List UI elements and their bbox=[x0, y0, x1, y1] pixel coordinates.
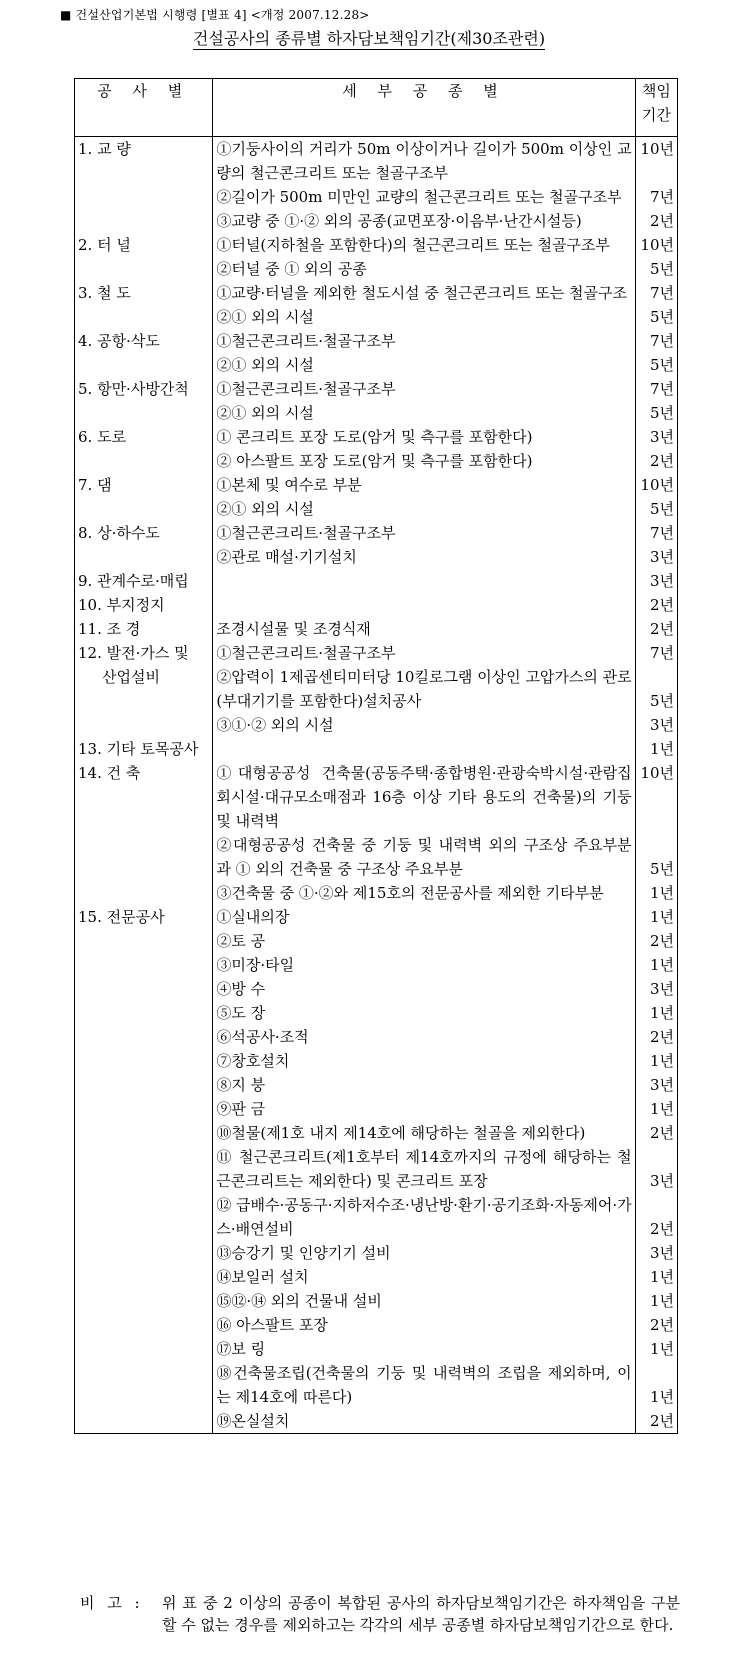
detail-cell: ①실내의장 bbox=[213, 905, 635, 929]
category-cell bbox=[75, 353, 213, 377]
table-row bbox=[75, 617, 678, 641]
table-row bbox=[75, 737, 678, 761]
table-row bbox=[75, 377, 678, 401]
category-cell bbox=[75, 209, 213, 233]
category-cell bbox=[75, 473, 213, 497]
table-row bbox=[75, 929, 678, 953]
period-value: 2년 bbox=[649, 1412, 674, 1430]
period-value: 10년 bbox=[640, 140, 674, 158]
category-label: 14. 건 축 bbox=[78, 764, 141, 782]
period-cell bbox=[635, 521, 677, 545]
period-value: 1년 bbox=[649, 1268, 674, 1286]
detail-cell: ⑮⑫·⑭ 외의 건물내 설비 bbox=[213, 1289, 635, 1313]
period-cell bbox=[635, 209, 677, 233]
period-cell bbox=[635, 905, 677, 929]
period-cell bbox=[635, 257, 677, 281]
period-cell bbox=[635, 593, 677, 617]
table-row bbox=[75, 641, 678, 665]
table-row bbox=[75, 1337, 678, 1361]
period-cell bbox=[635, 1193, 677, 1241]
period-cell bbox=[635, 761, 677, 833]
period-value: 7년 bbox=[649, 524, 674, 542]
category-label: 8. 상·하수도 bbox=[78, 524, 160, 542]
category-cell bbox=[75, 1025, 213, 1049]
detail-cell: ①터널(지하철을 포함한다)의 철근콘크리트 또는 철골구조부 bbox=[213, 233, 635, 257]
detail-cell: ②① 외의 시설 bbox=[213, 353, 635, 377]
header-detail: 세 부 공 종 별 bbox=[213, 79, 635, 137]
period-cell bbox=[635, 1313, 677, 1337]
category-label: 11. 조 경 bbox=[78, 620, 141, 638]
period-cell bbox=[635, 1361, 677, 1409]
category-cell bbox=[75, 593, 213, 617]
category-cell bbox=[75, 1001, 213, 1025]
period-cell bbox=[635, 929, 677, 953]
detail-cell: ① 콘크리트 포장 도로(암거 및 측구를 포함한다) bbox=[213, 425, 635, 449]
period-cell bbox=[635, 1337, 677, 1361]
period-value: 7년 bbox=[649, 332, 674, 350]
table-row bbox=[75, 905, 678, 929]
table-row bbox=[75, 545, 678, 569]
period-value: 5년 bbox=[649, 260, 674, 278]
detail-cell: ①철근콘크리트·철골구조부 bbox=[213, 329, 635, 353]
category-cell bbox=[75, 1121, 213, 1145]
header-category: 공 사 별 bbox=[75, 79, 213, 137]
detail-cell: ③①·② 외의 시설 bbox=[213, 713, 635, 737]
period-value: 2년 bbox=[649, 932, 674, 950]
detail-cell: ②터널 중 ① 외의 공종 bbox=[213, 257, 635, 281]
detail-cell: ⑬승강기 및 인양기기 설비 bbox=[213, 1241, 635, 1265]
remark-label: 비 고 : bbox=[80, 1594, 144, 1612]
category-cell bbox=[75, 233, 213, 257]
category-label: 2. 터 널 bbox=[78, 236, 131, 254]
detail-cell: ⑩철물(제1호 내지 제14호에 해당하는 철골을 제외한다) bbox=[213, 1121, 635, 1145]
detail-cell: ⑪ 철근콘크리트(제1호부터 제14호까지의 규정에 해당하는 철근콘크리트는 제외한다) 및 콘크리트 포장 bbox=[213, 1145, 635, 1193]
detail-cell: ⑨판 금 bbox=[213, 1097, 635, 1121]
table-row bbox=[75, 353, 678, 377]
table-row bbox=[75, 1049, 678, 1073]
category-cell bbox=[75, 1145, 213, 1193]
period-value: 5년 bbox=[649, 860, 674, 878]
category-cell bbox=[75, 1097, 213, 1121]
category-cell bbox=[75, 137, 213, 186]
category-label: 15. 전문공사 bbox=[78, 908, 165, 926]
period-value: 7년 bbox=[649, 188, 674, 206]
period-value: 7년 bbox=[649, 380, 674, 398]
category-cell bbox=[75, 1265, 213, 1289]
period-value: 10년 bbox=[640, 764, 674, 782]
category-cell bbox=[75, 761, 213, 833]
period-cell bbox=[635, 1025, 677, 1049]
table-row bbox=[75, 1409, 678, 1434]
period-cell bbox=[635, 1289, 677, 1313]
period-cell bbox=[635, 1265, 677, 1289]
period-value: 1년 bbox=[649, 1388, 674, 1406]
table-row bbox=[75, 305, 678, 329]
category-cell bbox=[75, 1289, 213, 1313]
period-cell bbox=[635, 1001, 677, 1025]
table-row bbox=[75, 1241, 678, 1265]
period-value: 3년 bbox=[649, 980, 674, 998]
period-value: 3년 bbox=[649, 1244, 674, 1262]
category-cell bbox=[75, 521, 213, 545]
period-cell bbox=[635, 1145, 677, 1193]
detail-cell: 조경시설물 및 조경식재 bbox=[213, 617, 635, 641]
period-cell bbox=[635, 713, 677, 737]
period-cell bbox=[635, 1097, 677, 1121]
period-value: 1년 bbox=[649, 1100, 674, 1118]
table-row bbox=[75, 1073, 678, 1097]
detail-cell bbox=[213, 737, 635, 761]
category-label: 산업설비 bbox=[102, 668, 160, 686]
period-value: 1년 bbox=[649, 1340, 674, 1358]
detail-cell: ② 아스팔트 포장 도로(암거 및 측구를 포함한다) bbox=[213, 449, 635, 473]
detail-cell: ②대형공공성 건축물 중 기둥 및 내력벽 외의 구조상 주요부분과 ① 외의 건축물 중 구조상 주요부분 bbox=[213, 833, 635, 881]
category-cell bbox=[75, 185, 213, 209]
detail-cell: ⑫급배수·공동구·지하저수조·냉난방·환기·공기조화·자동제어·가스·배연설비 bbox=[213, 1193, 635, 1241]
table-row bbox=[75, 329, 678, 353]
period-cell bbox=[635, 545, 677, 569]
table-row bbox=[75, 137, 678, 186]
category-label: 5. 항만·사방간척 bbox=[78, 380, 189, 398]
detail-cell: ⑦창호설치 bbox=[213, 1049, 635, 1073]
category-cell bbox=[75, 401, 213, 425]
table-row bbox=[75, 833, 678, 881]
period-value: 2년 bbox=[649, 1124, 674, 1142]
remark bbox=[80, 1592, 680, 1636]
table-row bbox=[75, 209, 678, 233]
period-value: 7년 bbox=[649, 644, 674, 662]
period-value: 5년 bbox=[649, 356, 674, 374]
detail-cell: ⑤도 장 bbox=[213, 1001, 635, 1025]
detail-cell: ④방 수 bbox=[213, 977, 635, 1001]
table-row bbox=[75, 1097, 678, 1121]
detail-cell: ②길이가 500m 미만인 교량의 철근콘크리트 또는 철골구조부 bbox=[213, 185, 635, 209]
period-value: 5년 bbox=[649, 308, 674, 326]
detail-cell: ③건축물 중 ①·②와 제15호의 전문공사를 제외한 기타부분 bbox=[213, 881, 635, 905]
period-value: 5년 bbox=[649, 404, 674, 422]
category-label: 9. 관계수로·매립 bbox=[78, 572, 189, 590]
remark-text: 위 표 중 2 이상의 공종이 복합된 공사의 하자담보책임기간은 하자책임을 구분할 수 없는 경우를 제외하고는 각각의 세부 공종별 하자담보책임기간으로 한다. bbox=[162, 1594, 680, 1634]
detail-cell: ②① 외의 시설 bbox=[213, 497, 635, 521]
category-label: 4. 공항·삭도 bbox=[78, 332, 160, 350]
period-value: 5년 bbox=[649, 500, 674, 518]
category-label: 12. 발전·가스 및 bbox=[78, 644, 189, 662]
detail-cell: ⑭보일러 설치 bbox=[213, 1265, 635, 1289]
period-cell bbox=[635, 881, 677, 905]
period-value: 5년 bbox=[649, 692, 674, 710]
detail-cell: ②관로 매설·기기설치 bbox=[213, 545, 635, 569]
table-row bbox=[75, 1361, 678, 1409]
detail-cell: ⑧지 붕 bbox=[213, 1073, 635, 1097]
category-cell bbox=[75, 881, 213, 905]
category-cell bbox=[75, 665, 213, 713]
period-cell bbox=[635, 1049, 677, 1073]
category-cell bbox=[75, 257, 213, 281]
detail-cell: ③미장·타일 bbox=[213, 953, 635, 977]
period-value: 2년 bbox=[649, 1028, 674, 1046]
period-value: 2년 bbox=[649, 212, 674, 230]
period-cell bbox=[635, 281, 677, 305]
detail-cell: ②① 외의 시설 bbox=[213, 305, 635, 329]
category-cell bbox=[75, 617, 213, 641]
category-cell bbox=[75, 977, 213, 1001]
table-row bbox=[75, 1145, 678, 1193]
detail-cell: ①본체 및 여수로 부분 bbox=[213, 473, 635, 497]
period-cell bbox=[635, 185, 677, 209]
period-cell bbox=[635, 377, 677, 401]
table-body bbox=[75, 137, 678, 1434]
category-cell bbox=[75, 329, 213, 353]
period-cell bbox=[635, 473, 677, 497]
period-cell bbox=[635, 137, 677, 186]
table-row bbox=[75, 233, 678, 257]
header-period: 책임기간 bbox=[635, 79, 677, 137]
period-cell bbox=[635, 425, 677, 449]
period-cell bbox=[635, 569, 677, 593]
period-value: 3년 bbox=[649, 428, 674, 446]
category-cell bbox=[75, 1313, 213, 1337]
table-row bbox=[75, 257, 678, 281]
page-title bbox=[0, 26, 738, 49]
table-row bbox=[75, 593, 678, 617]
category-cell bbox=[75, 545, 213, 569]
category-cell bbox=[75, 833, 213, 881]
detail-cell: ①교량·터널을 제외한 철도시설 중 철근콘크리트 또는 철골구조 bbox=[213, 281, 635, 305]
table-row bbox=[75, 401, 678, 425]
period-value: 1년 bbox=[649, 1292, 674, 1310]
period-cell bbox=[635, 233, 677, 257]
period-value: 3년 bbox=[649, 716, 674, 734]
table-row bbox=[75, 1001, 678, 1025]
detail-cell: ⑱건축물조립(건축물의 기둥 및 내력벽의 조립을 제외하며, 이는 제14호에 따른다) bbox=[213, 1361, 635, 1409]
period-cell bbox=[635, 449, 677, 473]
period-cell bbox=[635, 953, 677, 977]
table-row bbox=[75, 449, 678, 473]
period-cell bbox=[635, 641, 677, 665]
category-cell bbox=[75, 1337, 213, 1361]
table-row bbox=[75, 1025, 678, 1049]
table-row bbox=[75, 185, 678, 209]
detail-cell: ①대형공공성 건축물(공동주택·종합병원·관광숙박시설·관람집회시설·대규모소매점과 16층 이상 기타 용도의 건축물)의 기둥 및 내력벽 bbox=[213, 761, 635, 833]
period-value: 1년 bbox=[649, 908, 674, 926]
category-cell bbox=[75, 713, 213, 737]
table-row bbox=[75, 713, 678, 737]
detail-cell: ①철근콘크리트·철골구조부 bbox=[213, 377, 635, 401]
table-row bbox=[75, 1289, 678, 1313]
table-row bbox=[75, 425, 678, 449]
period-value: 3년 bbox=[649, 1076, 674, 1094]
decree-reference: ■ 건설산업기본법 시행령 [별표 4] <개정 2007.12.28> bbox=[60, 8, 370, 22]
detail-cell: ⑥석공사·조적 bbox=[213, 1025, 635, 1049]
category-cell bbox=[75, 905, 213, 929]
period-cell bbox=[635, 1073, 677, 1097]
period-value: 2년 bbox=[649, 620, 674, 638]
category-cell bbox=[75, 1073, 213, 1097]
detail-cell: ⑰보 링 bbox=[213, 1337, 635, 1361]
period-cell bbox=[635, 401, 677, 425]
table-row bbox=[75, 665, 678, 713]
period-value: 3년 bbox=[649, 548, 674, 566]
table-row bbox=[75, 1193, 678, 1241]
period-value: 2년 bbox=[649, 452, 674, 470]
detail-cell: ⑲온실설치 bbox=[213, 1409, 635, 1434]
detail-cell: ⑯ 아스팔트 포장 bbox=[213, 1313, 635, 1337]
category-cell bbox=[75, 449, 213, 473]
category-label: 6. 도로 bbox=[78, 428, 127, 446]
category-cell bbox=[75, 929, 213, 953]
category-cell bbox=[75, 1409, 213, 1434]
detail-cell bbox=[213, 569, 635, 593]
table-row bbox=[75, 497, 678, 521]
table-row bbox=[75, 1265, 678, 1289]
table-row bbox=[75, 953, 678, 977]
period-value: 1년 bbox=[649, 1052, 674, 1070]
period-value: 2년 bbox=[649, 1316, 674, 1334]
period-value: 2년 bbox=[649, 1220, 674, 1238]
period-cell bbox=[635, 977, 677, 1001]
detail-cell: ①철근콘크리트·철골구조부 bbox=[213, 641, 635, 665]
table-row bbox=[75, 1313, 678, 1337]
period-cell bbox=[635, 1121, 677, 1145]
period-value: 10년 bbox=[640, 236, 674, 254]
period-cell bbox=[635, 665, 677, 713]
category-cell bbox=[75, 1361, 213, 1409]
period-cell bbox=[635, 305, 677, 329]
table-row bbox=[75, 473, 678, 497]
period-cell bbox=[635, 353, 677, 377]
period-cell bbox=[635, 1241, 677, 1265]
detail-cell bbox=[213, 593, 635, 617]
period-value: 1년 bbox=[649, 956, 674, 974]
period-cell bbox=[635, 1409, 677, 1434]
period-value: 2년 bbox=[649, 596, 674, 614]
detail-cell: ②① 외의 시설 bbox=[213, 401, 635, 425]
table-row bbox=[75, 881, 678, 905]
table-row bbox=[75, 281, 678, 305]
period-cell bbox=[635, 497, 677, 521]
category-cell bbox=[75, 737, 213, 761]
period-value: 1년 bbox=[649, 740, 674, 758]
category-cell bbox=[75, 377, 213, 401]
detail-cell: ①철근콘크리트·철골구조부 bbox=[213, 521, 635, 545]
category-label: 10. 부지정지 bbox=[78, 596, 165, 614]
detail-cell: ③교량 중 ①·② 외의 공종(교면포장·이음부·난간시설등) bbox=[213, 209, 635, 233]
period-value: 10년 bbox=[640, 476, 674, 494]
title-text: 건설공사의 종류별 하자담보책임기간(제30조관련) bbox=[192, 29, 546, 48]
table-row bbox=[75, 761, 678, 833]
category-cell bbox=[75, 569, 213, 593]
category-cell bbox=[75, 1049, 213, 1073]
table-row bbox=[75, 521, 678, 545]
period-value: 1년 bbox=[649, 884, 674, 902]
category-cell bbox=[75, 281, 213, 305]
category-cell bbox=[75, 953, 213, 977]
category-cell bbox=[75, 641, 213, 665]
table-row bbox=[75, 977, 678, 1001]
detail-cell: ①기둥사이의 거리가 50m 이상이거나 길이가 500m 이상인 교량의 철근콘크리트 또는 철골구조부 bbox=[213, 137, 635, 186]
period-cell bbox=[635, 833, 677, 881]
period-value: 7년 bbox=[649, 284, 674, 302]
detail-cell: ②토 공 bbox=[213, 929, 635, 953]
table-row bbox=[75, 569, 678, 593]
category-label: 7. 댐 bbox=[78, 476, 112, 494]
period-value: 1년 bbox=[649, 1004, 674, 1022]
period-cell bbox=[635, 617, 677, 641]
category-cell bbox=[75, 1241, 213, 1265]
warranty-period-table bbox=[74, 78, 678, 1434]
period-value: 3년 bbox=[649, 572, 674, 590]
table-row bbox=[75, 1121, 678, 1145]
period-value: 3년 bbox=[649, 1172, 674, 1190]
period-cell bbox=[635, 737, 677, 761]
category-cell bbox=[75, 305, 213, 329]
category-cell bbox=[75, 497, 213, 521]
category-label: 13. 기타 토목공사 bbox=[78, 740, 199, 758]
category-label: 1. 교 량 bbox=[78, 140, 131, 158]
period-cell bbox=[635, 329, 677, 353]
detail-cell: ②압력이 1제곱센티미터당 10킬로그램 이상인 고압가스의 관로(부대기기를 포함한다)설치공사 bbox=[213, 665, 635, 713]
category-label: 3. 철 도 bbox=[78, 284, 131, 302]
category-cell bbox=[75, 1193, 213, 1241]
category-cell bbox=[75, 425, 213, 449]
table-header-row bbox=[75, 79, 678, 137]
